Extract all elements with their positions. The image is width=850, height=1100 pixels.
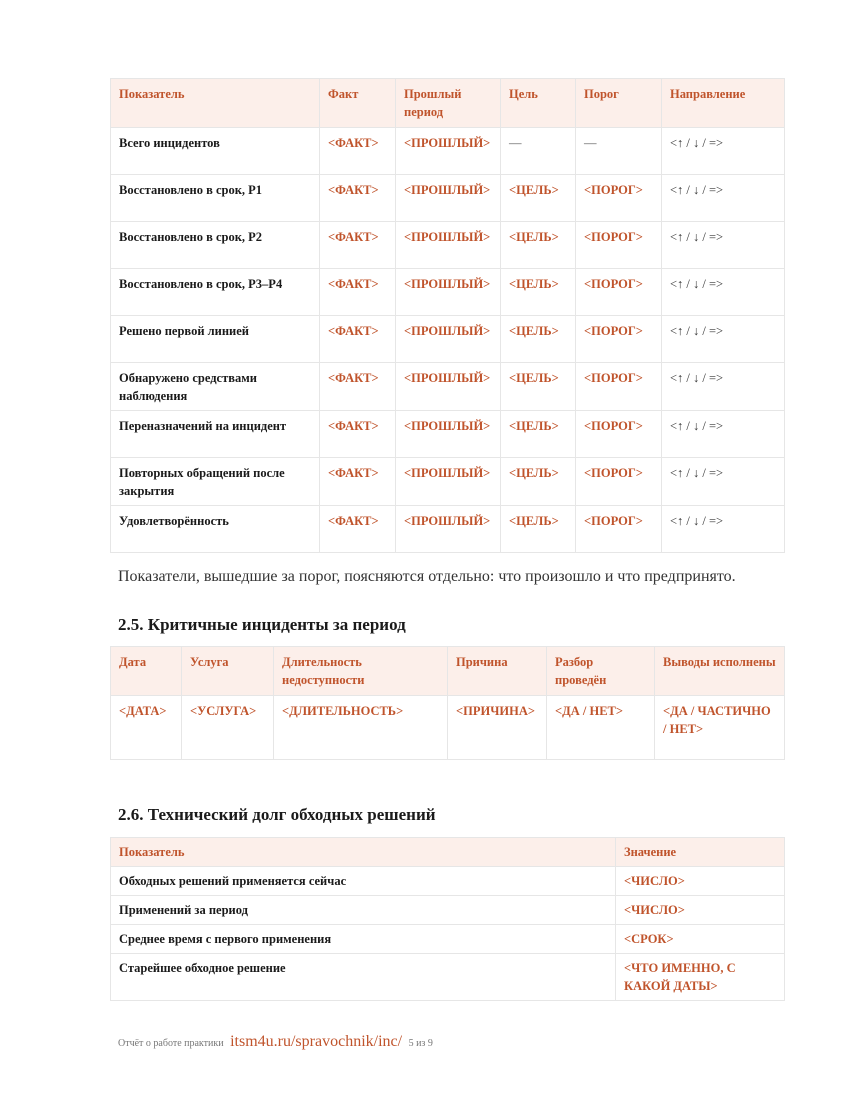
value-cell: <ЧИСЛО> (616, 896, 785, 925)
cause-cell: <ПРИЧИНА> (448, 696, 547, 760)
goal-cell: <ЦЕЛЬ> (501, 506, 576, 553)
conclusions-cell: <ДА / ЧАСТИЧНО / НЕТ> (655, 696, 785, 760)
duration-cell: <ДЛИТЕЛЬНОСТЬ> (274, 696, 448, 760)
metric-cell: Восстановлено в срок, P1 (111, 175, 320, 222)
goal-cell: <ЦЕЛЬ> (501, 363, 576, 411)
column-header: Длительность недоступности (274, 647, 448, 696)
section-heading: 2.5. Критичные инциденты за период (118, 615, 406, 634)
metric-cell: Восстановлено в срок, P2 (111, 222, 320, 269)
column-header: Прошлый период (396, 79, 501, 128)
column-header: Порог (576, 79, 662, 128)
previous-cell: <ПРОШЛЫЙ> (396, 175, 501, 222)
fact-cell: <ФАКТ> (320, 363, 396, 411)
goal-cell: <ЦЕЛЬ> (501, 175, 576, 222)
threshold-cell: <ПОРОГ> (576, 175, 662, 222)
value-cell: <ЧТО ИМЕННО, С КАКОЙ ДАТЫ> (616, 954, 785, 1001)
metric-cell: Восстановлено в срок, P3–P4 (111, 269, 320, 316)
workaround-debt-table (110, 837, 785, 1001)
metric-cell: Применений за период (111, 896, 616, 925)
column-header: Показатель (111, 838, 616, 867)
direction-cell: <↑ / ↓ / => (662, 363, 785, 411)
threshold-cell: <ПОРОГ> (576, 316, 662, 363)
previous-cell: <ПРОШЛЫЙ> (396, 411, 501, 458)
previous-cell: <ПРОШЛЫЙ> (396, 316, 501, 363)
metric-cell: Всего инцидентов (111, 128, 320, 175)
table-row (111, 128, 785, 175)
fact-cell: <ФАКТ> (320, 506, 396, 553)
table-header-row (111, 838, 785, 867)
previous-cell: <ПРОШЛЫЙ> (396, 506, 501, 553)
threshold-note: Показатели, вышедшие за порог, поясняются отдельно: что произошло и что предпринято. (118, 568, 736, 585)
table-row (111, 896, 785, 925)
metric-cell: Повторных обращений после закрытия (111, 458, 320, 506)
column-header: Направление (662, 79, 785, 128)
column-header: Показатель (111, 79, 320, 128)
fact-cell: <ФАКТ> (320, 222, 396, 269)
goal-cell: — (501, 128, 576, 175)
footer-link[interactable]: itsm4u.ru/spravochnik/inc/ (230, 1033, 403, 1050)
metric-cell: Старейшее обходное решение (111, 954, 616, 1001)
table-row (111, 458, 785, 506)
threshold-cell: <ПОРОГ> (576, 411, 662, 458)
value-cell: <ЧИСЛО> (616, 867, 785, 896)
direction-cell: <↑ / ↓ / => (662, 506, 785, 553)
metric-cell: Решено первой линией (111, 316, 320, 363)
kpi-table (110, 78, 785, 553)
previous-cell: <ПРОШЛЫЙ> (396, 128, 501, 175)
column-header: Дата (111, 647, 182, 696)
table-row (111, 867, 785, 896)
column-header: Услуга (182, 647, 274, 696)
table-row (111, 506, 785, 553)
service-cell: <УСЛУГА> (182, 696, 274, 760)
fact-cell: <ФАКТ> (320, 269, 396, 316)
direction-cell: <↑ / ↓ / => (662, 175, 785, 222)
column-header: Причина (448, 647, 547, 696)
table-row (111, 222, 785, 269)
column-header: Цель (501, 79, 576, 128)
metric-cell: Обнаружено средствами наблюдения (111, 363, 320, 411)
metric-cell: Среднее время с первого применения (111, 925, 616, 954)
column-header: Факт (320, 79, 396, 128)
direction-cell: <↑ / ↓ / => (662, 128, 785, 175)
column-header: Разбор проведён (547, 647, 655, 696)
direction-cell: <↑ / ↓ / => (662, 458, 785, 506)
footer-title: Отчёт о работе практики (118, 1038, 224, 1049)
metric-cell: Обходных решений применяется сейчас (111, 867, 616, 896)
fact-cell: <ФАКТ> (320, 128, 396, 175)
goal-cell: <ЦЕЛЬ> (501, 316, 576, 363)
review-cell: <ДА / НЕТ> (547, 696, 655, 760)
fact-cell: <ФАКТ> (320, 175, 396, 222)
table-header-row (111, 79, 785, 128)
page-number: 5 из 9 (408, 1038, 433, 1049)
fact-cell: <ФАКТ> (320, 458, 396, 506)
threshold-cell: <ПОРОГ> (576, 269, 662, 316)
table-row (111, 269, 785, 316)
table-row (111, 316, 785, 363)
table-header-row (111, 647, 785, 696)
direction-cell: <↑ / ↓ / => (662, 269, 785, 316)
metric-cell: Переназначений на инцидент (111, 411, 320, 458)
direction-cell: <↑ / ↓ / => (662, 316, 785, 363)
table-row (111, 925, 785, 954)
date-cell: <ДАТА> (111, 696, 182, 760)
value-cell: <СРОК> (616, 925, 785, 954)
table-row (111, 175, 785, 222)
fact-cell: <ФАКТ> (320, 411, 396, 458)
goal-cell: <ЦЕЛЬ> (501, 411, 576, 458)
threshold-cell: <ПОРОГ> (576, 458, 662, 506)
critical-incidents-table (110, 646, 785, 760)
table-row (111, 696, 785, 760)
previous-cell: <ПРОШЛЫЙ> (396, 222, 501, 269)
direction-cell: <↑ / ↓ / => (662, 222, 785, 269)
direction-cell: <↑ / ↓ / => (662, 411, 785, 458)
table-row (111, 954, 785, 1001)
previous-cell: <ПРОШЛЫЙ> (396, 363, 501, 411)
threshold-cell: <ПОРОГ> (576, 363, 662, 411)
goal-cell: <ЦЕЛЬ> (501, 458, 576, 506)
metric-cell: Удовлетворённость (111, 506, 320, 553)
threshold-cell: — (576, 128, 662, 175)
threshold-cell: <ПОРОГ> (576, 222, 662, 269)
goal-cell: <ЦЕЛЬ> (501, 269, 576, 316)
section-heading: 2.6. Технический долг обходных решений (118, 805, 436, 824)
page-footer (118, 1033, 433, 1051)
table-row (111, 363, 785, 411)
threshold-cell: <ПОРОГ> (576, 506, 662, 553)
previous-cell: <ПРОШЛЫЙ> (396, 269, 501, 316)
fact-cell: <ФАКТ> (320, 316, 396, 363)
previous-cell: <ПРОШЛЫЙ> (396, 458, 501, 506)
goal-cell: <ЦЕЛЬ> (501, 222, 576, 269)
column-header: Выводы исполнены (655, 647, 785, 696)
column-header: Значение (616, 838, 785, 867)
table-row (111, 411, 785, 458)
